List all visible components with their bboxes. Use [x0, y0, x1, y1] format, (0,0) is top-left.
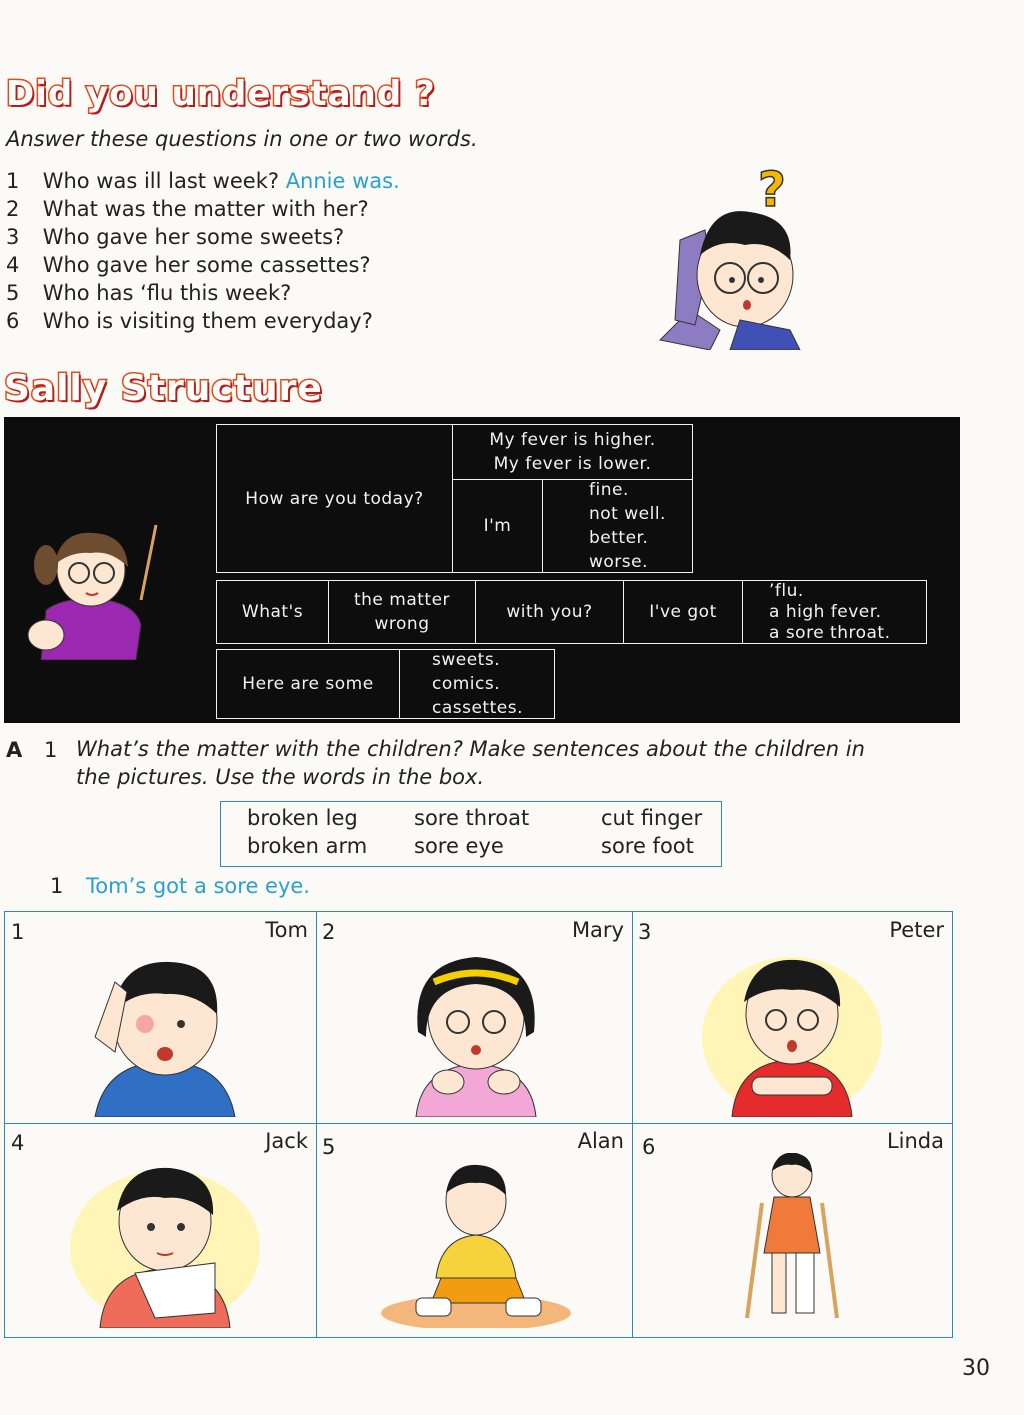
table2-illnesses	[742, 580, 927, 644]
question-number: 4	[6, 253, 20, 277]
word-cut-finger: cut finger	[601, 806, 703, 830]
picture-cell-peter	[632, 912, 952, 1124]
item-sweets: sweets.	[432, 650, 501, 670]
table2-ive-got: I've got	[623, 580, 743, 644]
question-item	[6, 279, 400, 307]
picture-grid	[4, 911, 953, 1338]
state-not-well: not well.	[589, 504, 666, 524]
picture-number: 2	[322, 920, 336, 944]
picture-cell-linda	[632, 1123, 952, 1337]
word-broken-leg: broken leg	[247, 806, 358, 830]
instruction-text: Answer these questions in one or two words.	[6, 127, 478, 151]
state-better: better.	[589, 528, 649, 548]
exercise-instruction-line1: What’s the matter with the children? Make sentences about the children in	[76, 737, 865, 761]
question-text: What was the matter with her?	[42, 197, 369, 221]
picture-name: Peter	[889, 918, 944, 942]
question-text: Who is visiting them everyday?	[42, 309, 373, 333]
boy-broken-arm-illustration	[65, 1153, 265, 1328]
picture-name: Tom	[265, 918, 308, 942]
question-item	[6, 223, 400, 251]
question-item	[6, 251, 400, 279]
picture-cell-mary	[316, 912, 633, 1124]
fever-higher: My fever is higher.	[489, 430, 656, 450]
table1-im: I'm	[452, 479, 543, 573]
example-answer: Tom’s got a sore eye.	[86, 874, 310, 898]
boy-sore-foot-illustration	[376, 1153, 576, 1328]
word-sore-throat: sore throat	[414, 806, 530, 830]
fever-lower: My fever is lower.	[493, 454, 652, 474]
word-box	[220, 801, 722, 867]
table3-here-are-some: Here are some	[216, 649, 400, 719]
boy-sore-eye-illustration	[65, 942, 265, 1117]
word-sore-foot: sore foot	[601, 834, 694, 858]
word-broken-arm: broken arm	[247, 834, 368, 858]
question-number: 5	[6, 281, 20, 305]
picture-name: Mary	[571, 918, 624, 942]
boy-cut-finger-illustration	[692, 942, 892, 1117]
picture-cell-jack	[5, 1123, 317, 1337]
illness-high-fever: a high fever.	[769, 601, 882, 622]
girl-sore-throat-illustration	[376, 942, 576, 1117]
table3-items	[399, 649, 555, 719]
thinking-boy-illustration	[650, 160, 810, 350]
table1-states	[542, 479, 693, 573]
question-number: 6	[6, 309, 20, 333]
word-sore-eye: sore eye	[414, 834, 504, 858]
state-fine: fine.	[589, 480, 629, 500]
teacher-girl-illustration	[16, 515, 191, 660]
picture-cell-alan	[316, 1123, 633, 1337]
picture-number: 5	[322, 1135, 336, 1159]
illness-sore-throat: a sore throat.	[769, 622, 891, 643]
picture-name: Alan	[577, 1129, 624, 1153]
svg-text:?: ?	[758, 162, 786, 218]
picture-number: 1	[11, 920, 25, 944]
item-comics: comics.	[432, 674, 501, 694]
question-list	[6, 167, 400, 335]
question-text: Who gave her some cassettes?	[42, 253, 371, 277]
picture-number: 3	[638, 920, 652, 944]
table2-with-you: with you?	[475, 580, 624, 644]
question-text: Who was ill last week?	[42, 169, 279, 193]
table1-question: How are you today?	[216, 424, 453, 573]
item-cassettes: cassettes.	[432, 698, 523, 718]
girl-broken-leg-illustration	[692, 1153, 892, 1328]
picture-cell-tom	[5, 912, 317, 1124]
exercise-number: 1	[44, 738, 58, 762]
illness-flu: ’flu.	[769, 580, 804, 601]
page-number: 30	[962, 1356, 990, 1381]
exercise-letter: A	[6, 738, 23, 762]
question-text: Who gave her some sweets?	[42, 225, 345, 249]
table2-whats: What's	[216, 580, 329, 644]
question-item	[6, 307, 400, 335]
question-number: 1	[6, 169, 20, 193]
table1-fever	[452, 424, 693, 480]
question-item	[6, 195, 400, 223]
picture-number: 6	[642, 1135, 656, 1159]
question-text: Who has ‘flu this week?	[42, 281, 292, 305]
question-number: 2	[6, 197, 20, 221]
state-worse: worse.	[589, 552, 649, 572]
section-heading-did-you-understand: Did you understand ?	[6, 74, 436, 114]
section-heading-sally-structure: Sally Structure	[4, 368, 323, 409]
question-answer: Annie was.	[285, 169, 400, 193]
table2-matter	[328, 580, 476, 644]
example-number: 1	[50, 874, 64, 898]
question-item	[6, 167, 400, 195]
question-number: 3	[6, 225, 20, 249]
matter-the-matter: the matter	[353, 590, 451, 610]
exercise-instruction-line2: the pictures. Use the words in the box.	[76, 765, 485, 789]
matter-wrong: wrong	[374, 614, 430, 634]
picture-name: Linda	[886, 1129, 944, 1153]
picture-number: 4	[11, 1131, 25, 1155]
picture-name: Jack	[265, 1129, 308, 1153]
structure-blackboard	[4, 417, 960, 723]
